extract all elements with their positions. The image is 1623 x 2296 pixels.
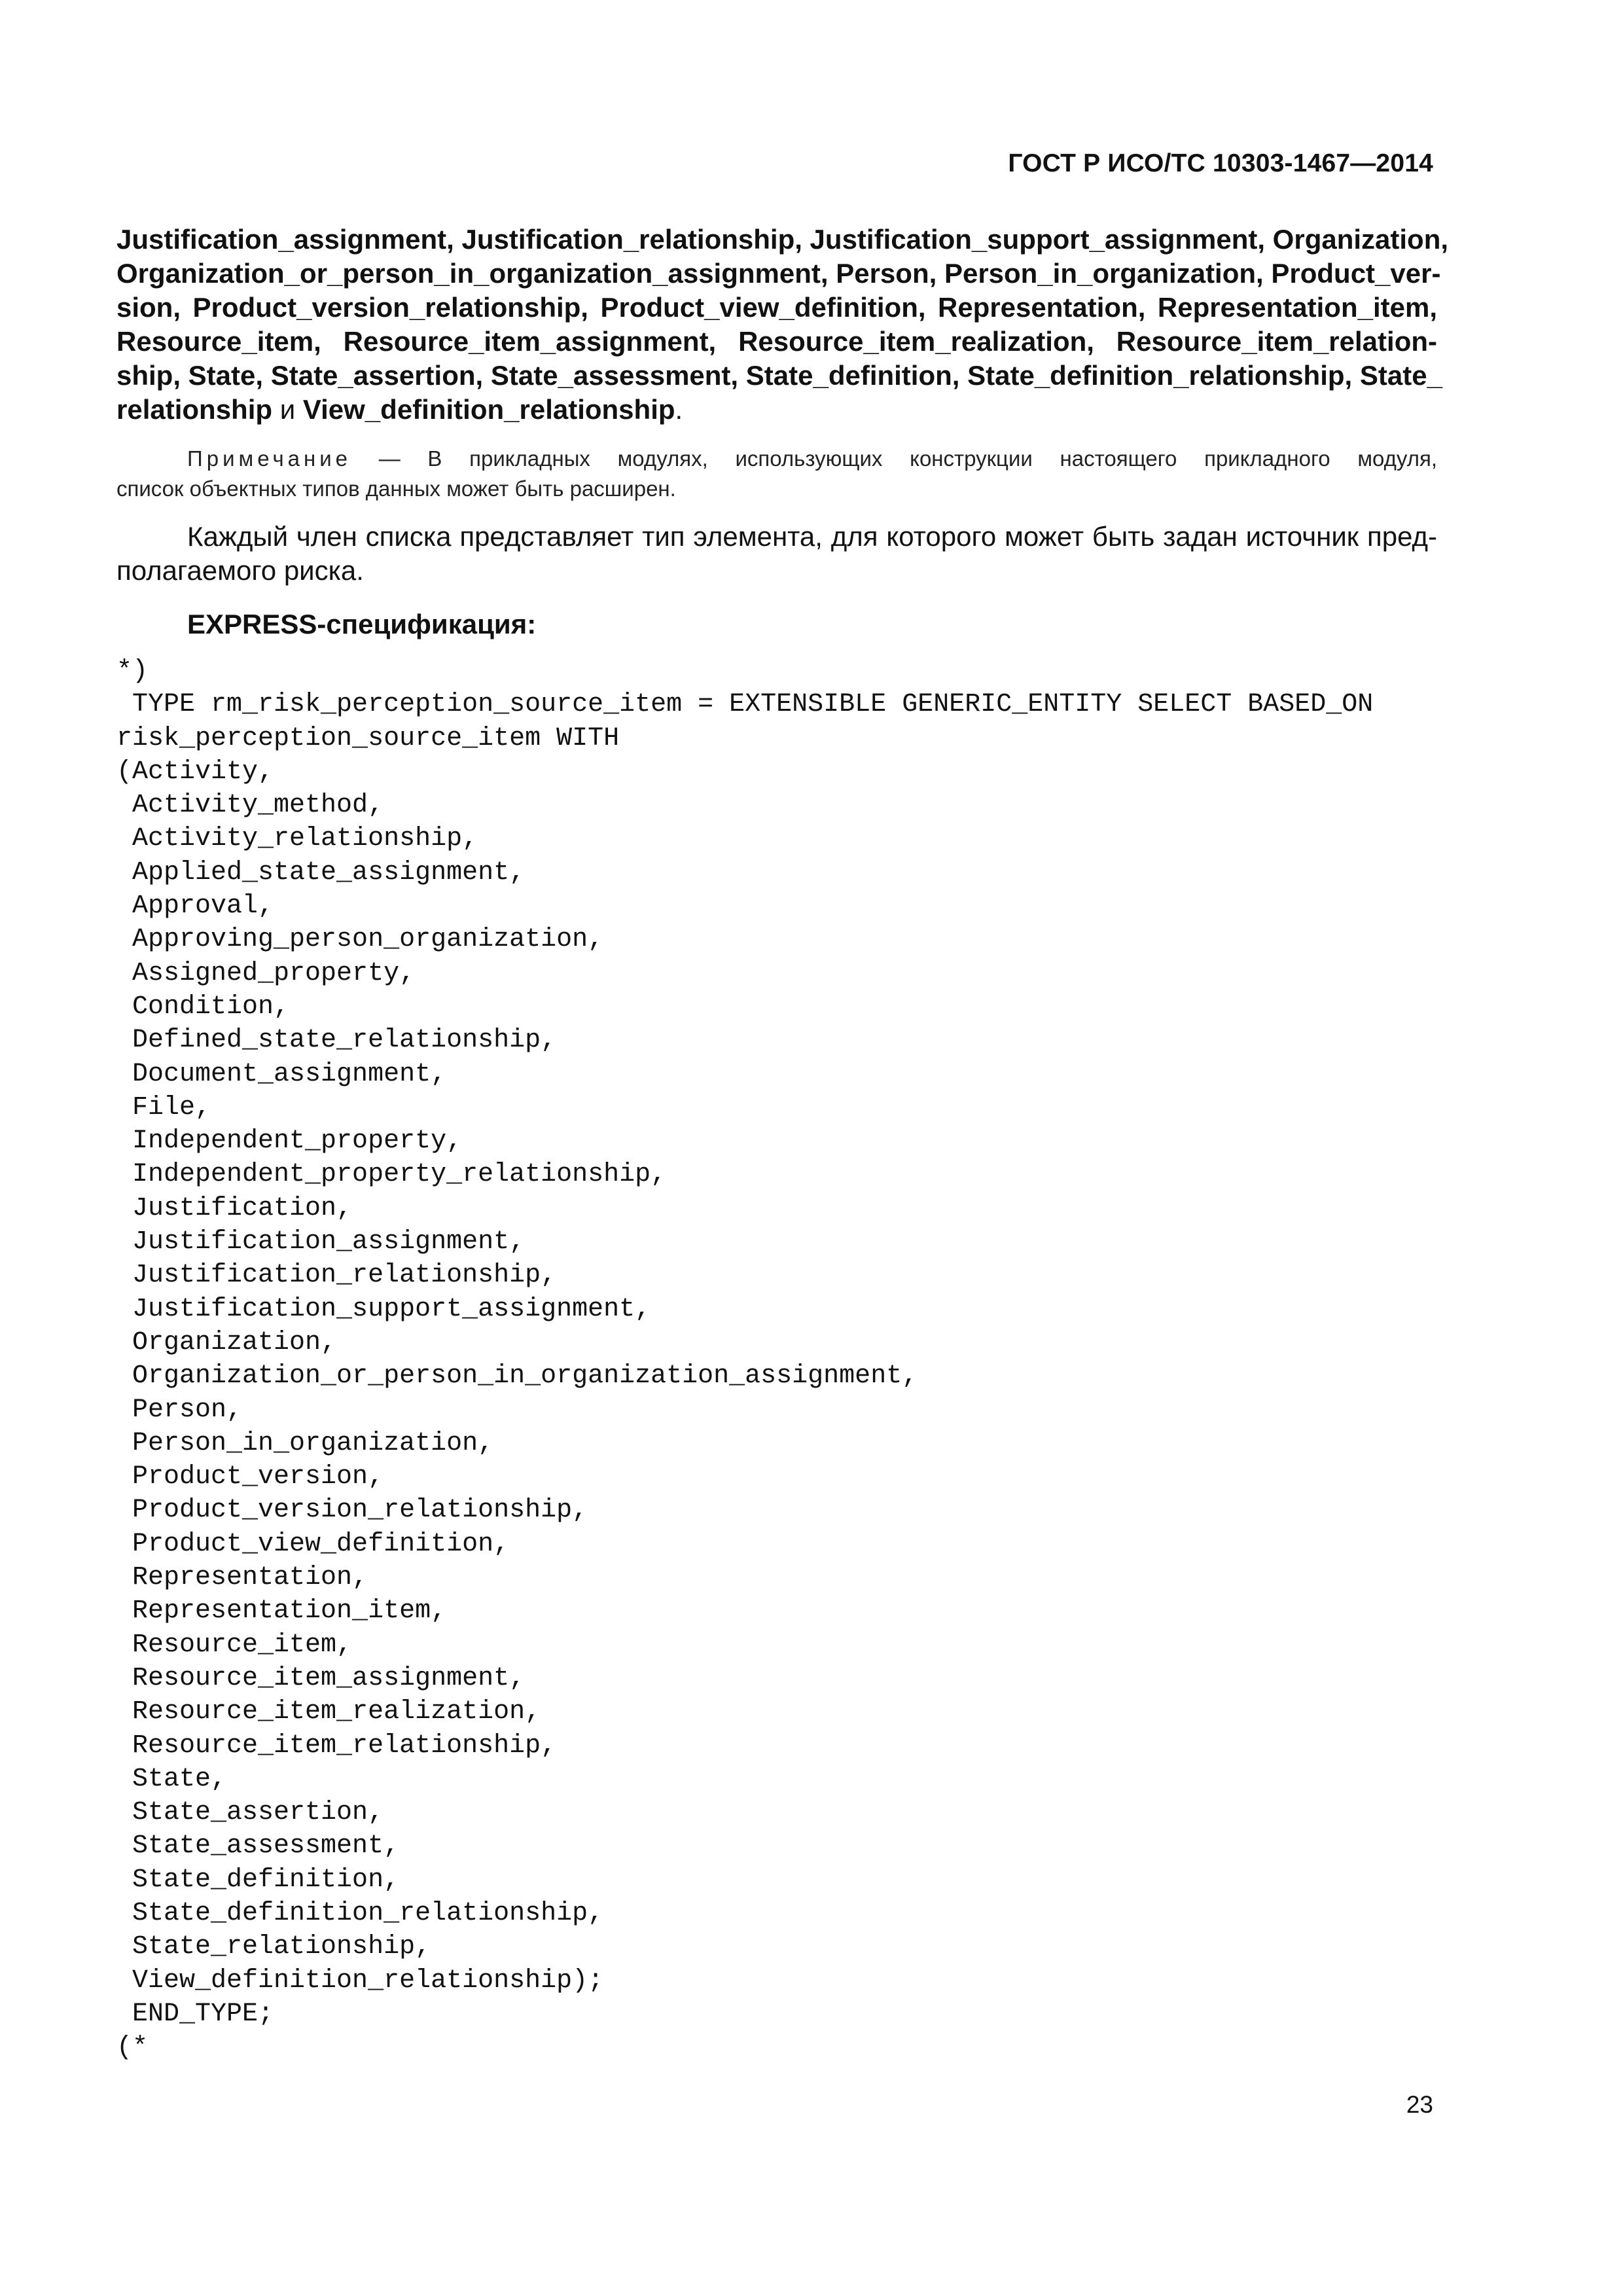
- code-line: Document_assignment,: [116, 1059, 447, 1089]
- paragraph-line: Каждый член списка представляет тип элемента, для которого может быть задан источник пред-: [187, 521, 1437, 552]
- code-line: Resource_item_relationship,: [116, 1731, 557, 1761]
- document-id-header: ГОСТ Р ИСО/ТС 10303-1467—2014: [1008, 149, 1433, 177]
- note-text: — В прикладных модулях, использующих конструкции настоящего прикладного модуля,: [351, 446, 1437, 471]
- note-line: список объектных типов данных может быть расширен.: [116, 476, 676, 501]
- code-line: Independent_property,: [116, 1126, 463, 1157]
- code-line: Product_view_definition,: [116, 1529, 510, 1559]
- code-line: Applied_state_assignment,: [116, 857, 526, 888]
- code-line: Representation_item,: [116, 1596, 447, 1626]
- code-line: State_assessment,: [116, 1831, 400, 1861]
- code-line: (Activity,: [116, 757, 274, 787]
- entity-list-line: Justification_assignment, Justification_relationship, Justification_support_assignment, Organization,: [116, 224, 1449, 255]
- code-line: State_definition_relationship,: [116, 1898, 604, 1928]
- code-line: Approval,: [116, 891, 274, 922]
- express-heading: EXPRESS-спецификация:: [187, 609, 537, 639]
- entity-name: View_definition_relationship: [302, 394, 675, 425]
- code-line: Independent_property_relationship,: [116, 1160, 667, 1190]
- code-line: State,: [116, 1764, 227, 1794]
- code-line: Activity_relationship,: [116, 824, 478, 854]
- page-number: 23: [1406, 2091, 1433, 2118]
- entity-list-line: sion, Product_version_relationship, Product_view_definition, Representation, Representation_item,: [116, 292, 1437, 323]
- code-line: Resource_item,: [116, 1630, 353, 1660]
- code-line: Condition,: [116, 992, 290, 1022]
- code-line: Justification_support_assignment,: [116, 1294, 651, 1324]
- code-line: Approving_person_organization,: [116, 925, 604, 955]
- note-label: Примечание: [187, 446, 352, 471]
- code-line: Organization,: [116, 1327, 337, 1357]
- code-line: State_relationship,: [116, 1932, 431, 1962]
- code-line: Representation,: [116, 1563, 368, 1593]
- code-line: Activity_method,: [116, 791, 384, 821]
- code-line: *): [116, 656, 149, 686]
- code-line: TYPE rm_risk_perception_source_item = EXTENSIBLE GENERIC_ENTITY SELECT BASED_ON: [116, 690, 1374, 720]
- entity-list-line: Resource_item, Resource_item_assignment, Resource_item_realization, Resource_item_relation-: [116, 326, 1437, 357]
- entity-list-line: Organization_or_person_in_organization_assignment, Person, Person_in_organization, Product_ver-: [116, 258, 1441, 289]
- entity-list-line: ship, State, State_assertion, State_assessment, State_definition, State_definition_relationship, State_: [116, 360, 1442, 391]
- code-line: Justification_relationship,: [116, 1261, 557, 1291]
- sentence-period: .: [675, 394, 683, 425]
- code-line: Defined_state_relationship,: [116, 1026, 557, 1056]
- code-line: Person,: [116, 1395, 243, 1425]
- code-line: END_TYPE;: [116, 1999, 274, 2029]
- entity-list-last-line: [116, 393, 1437, 427]
- paragraph-line: полагаемого риска.: [116, 555, 364, 586]
- express-code-block: [116, 655, 1445, 2064]
- code-line: (*: [116, 2033, 149, 2063]
- code-line: Product_version_relationship,: [116, 1496, 588, 1526]
- code-line: Assigned_property,: [116, 958, 416, 988]
- code-line: State_assertion,: [116, 1798, 384, 1828]
- entity-list-paragraph: [116, 223, 1449, 427]
- body-paragraph: [116, 520, 1437, 588]
- entity-name: relationship: [116, 394, 273, 425]
- code-line: Resource_item_assignment,: [116, 1663, 526, 1693]
- code-line: State_definition,: [116, 1865, 400, 1895]
- code-line: Organization_or_person_in_organization_assignment,: [116, 1361, 918, 1391]
- code-line: File,: [116, 1092, 211, 1122]
- note-line: [116, 444, 1437, 474]
- code-line: risk_perception_source_item WITH: [116, 723, 620, 753]
- conjunction-text: и: [272, 394, 303, 425]
- code-line: View_definition_relationship);: [116, 1965, 604, 1996]
- code-line: Person_in_organization,: [116, 1428, 494, 1458]
- note-block: [116, 444, 1437, 504]
- code-line: Justification,: [116, 1193, 353, 1223]
- code-line: Resource_item_realization,: [116, 1697, 541, 1727]
- code-line: Product_version,: [116, 1462, 384, 1492]
- code-line: Justification_assignment,: [116, 1227, 526, 1257]
